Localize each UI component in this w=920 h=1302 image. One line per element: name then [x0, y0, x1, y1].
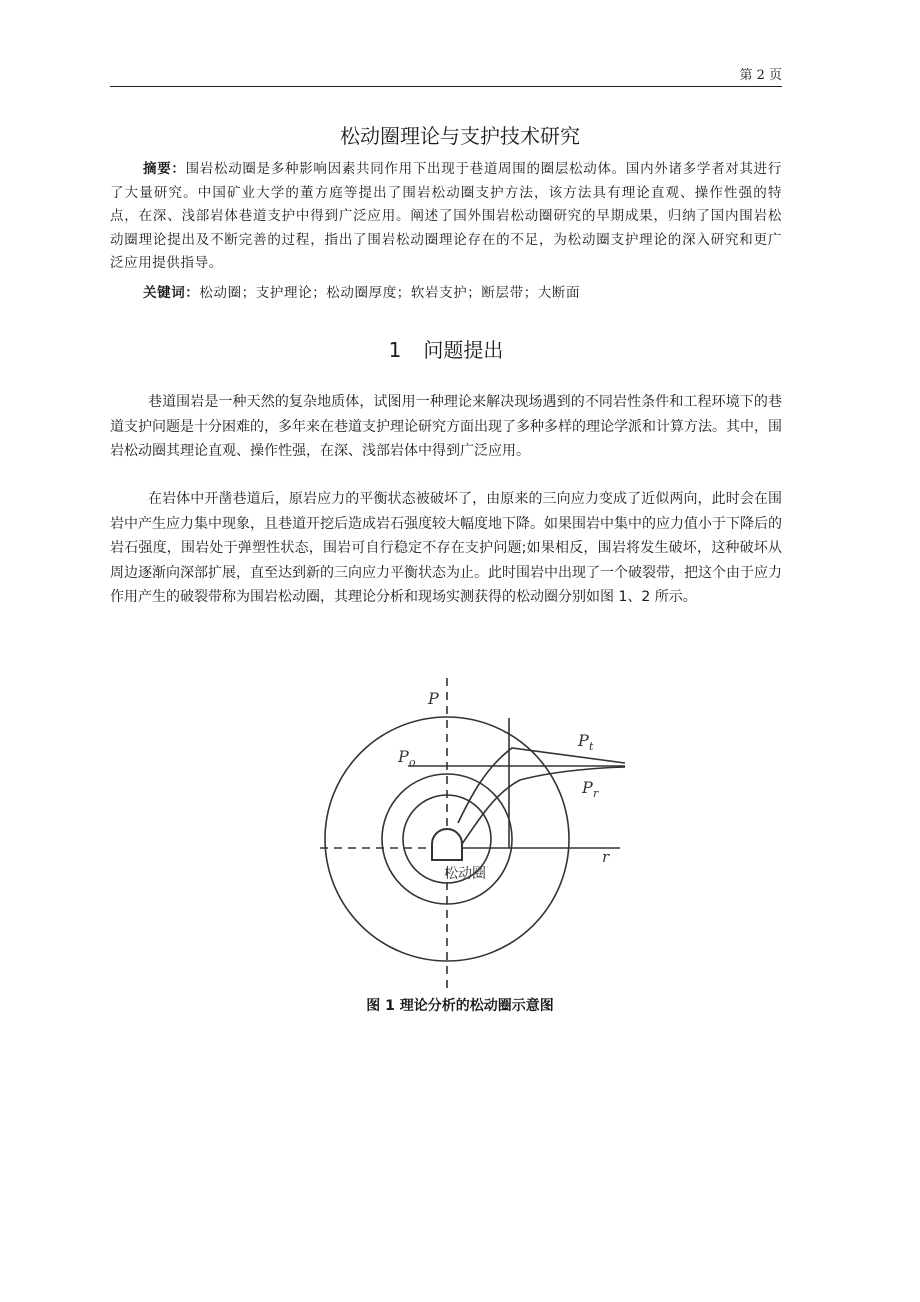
label-pt-sub: t — [589, 740, 594, 753]
abstract-label: 摘要： — [143, 161, 186, 177]
label-pt: P — [578, 731, 589, 750]
label-pr: P — [582, 778, 593, 797]
section-title: 问题提出 — [423, 338, 504, 362]
label-r: r — [602, 848, 610, 866]
label-p0-sub: o — [409, 756, 416, 769]
label-pr-sub: r — [593, 787, 599, 800]
page-number: 第 2 页 — [739, 68, 782, 83]
keywords-text: 松动圈；支护理论；松动圈厚度；软岩支护；断层带；大断面 — [199, 285, 581, 301]
figure-caption: 图 1 理论分析的松动圈示意图 — [366, 998, 554, 1014]
section-heading — [110, 334, 782, 363]
label-loose-zone: 松动圈 — [444, 866, 486, 882]
body-paragraph-1: 巷道围岩是一种天然的复杂地质体，试图用一种理论来解决现场遇到的不同岩性条件和工程环境下的巷道支护问题是十分困难的，多年来在巷道支护理论研究方面出现了多种多样的理论学派和计算方法。其中，围岩松动圈其理论直观、操作性强，在深、浅部岩体中得到广泛应用。 — [110, 394, 782, 459]
keywords-label: 关键词： — [143, 285, 200, 301]
label-p0: P — [398, 747, 409, 766]
keywords — [110, 282, 782, 305]
section-number: 1 — [388, 338, 402, 362]
body-paragraph-2: 在岩体中开凿巷道后，原岩应力的平衡状态被破坏了，由原来的三向应力变成了近似两向，此时会在围岩中产生应力集中现象，且巷道开挖后造成岩石强度较大幅度地下降。如果围岩中集中的应力值小于下降后的岩石强度，围岩处于弹塑性状态，围岩可自行稳定不存在支护问题;如果相反，围岩将发生破坏，这种破坏从周边逐渐向深部扩展，直至达到新的三向应力平衡状态为止。此时围岩中出现了一个破裂带，把这个由于应力作用产生的破裂带称为围岩松动圈，其理论分析和现场实测获得的松动圈分别如图 1、2 所示。 — [110, 491, 782, 605]
paper-title: 松动圈理论与支护技术研究 — [340, 124, 580, 148]
page-header — [110, 64, 782, 87]
abstract — [110, 158, 782, 276]
pr-curve — [462, 767, 625, 844]
label-p: P — [428, 689, 439, 708]
abstract-text: 围岩松动圈是多种影响因素共同作用下出现于巷道周围的圈层松动体。国内外诸多学者对其进行了大量研究。中国矿业大学的董方庭等提出了围岩松动圈支护方法，该方法具有理论直观、操作性强的特点，在深、浅部岩体巷道支护中得到广泛应用。阐述了国外围岩松动圈研究的早期成果，归纳了国内围岩松动圈理论提出及不断完善的过程，指出了围岩松动圈理论存在的不足，为松动圈支护理论的深入研究和更广泛应用提供指导。 — [110, 161, 782, 271]
roadway-opening — [432, 829, 462, 860]
loose-zone-figure — [320, 668, 626, 994]
